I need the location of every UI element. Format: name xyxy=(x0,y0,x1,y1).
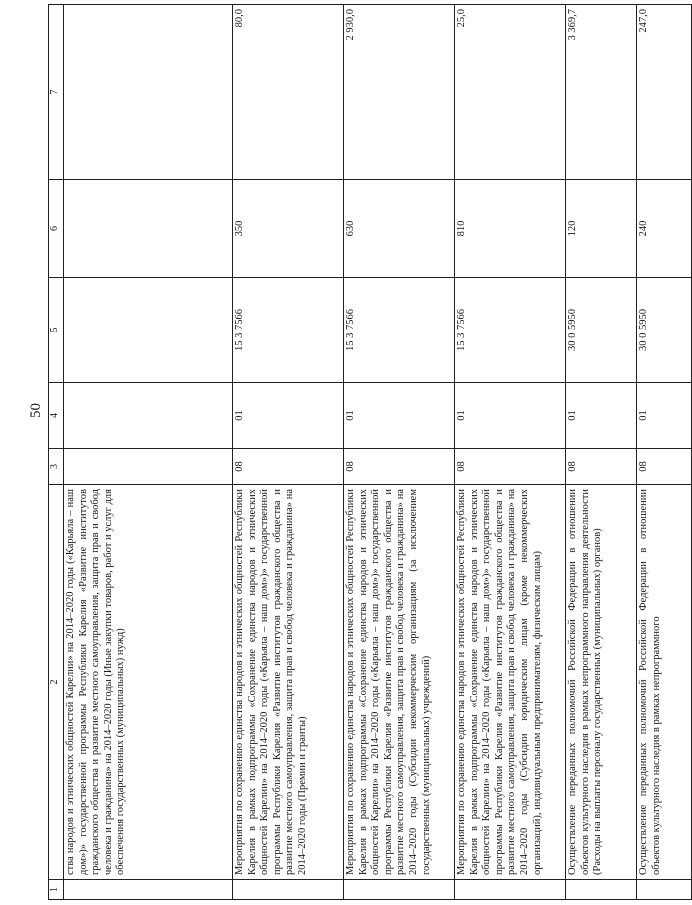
table-row xyxy=(344,5,455,900)
header-col-6: 6 xyxy=(49,180,64,278)
table-row xyxy=(637,5,692,900)
header-col-5: 5 xyxy=(49,278,64,383)
table-header-row xyxy=(49,5,64,900)
description-cell: Мероприятия по сохранению единства народов и этнических общностей Республики Карелия в рамках подпрограммы «Сохранение единства народов и этнических общностей Карелии» на 2014–2020 годы («Карьяла – наш дом»)» государственной программы Республики Карелия «Развитие институтов гражданского общества и развитие местного самоуправления, защита прав и свобод человека и гражданина» на 2014–2020 годы (Субсидии юридическим лицам (кроме некоммерческих организаций), индивидуальным предпринимателям, физическим лицам) xyxy=(455,485,566,880)
target-article-cell: 30 0 5950 xyxy=(637,278,692,383)
expense-type-cell xyxy=(64,180,233,278)
header-col-4: 4 xyxy=(49,383,64,449)
section-code-cell: 08 xyxy=(233,449,344,485)
subsection-code-cell: 01 xyxy=(344,383,455,449)
section-code-cell: 08 xyxy=(566,449,637,485)
header-col-3: 3 xyxy=(49,449,64,485)
expense-type-cell: 120 xyxy=(566,180,637,278)
row-number-cell xyxy=(233,880,344,900)
row-number-cell xyxy=(455,880,566,900)
description-cell: Осуществление переданных полномочий Российской Федерации в отношении объектов культурного наследия в рамках непрограммного xyxy=(637,485,692,880)
row-number-cell xyxy=(566,880,637,900)
header-col-1: 1 xyxy=(49,880,64,900)
subsection-code-cell: 01 xyxy=(233,383,344,449)
subsection-code-cell: 01 xyxy=(637,383,692,449)
description-cell: Мероприятия по сохранению единства народов и этнических общностей Республики Карелия в рамках подпрограммы «Сохранение единства народов и этнических общностей Карелии» на 2014–2020 годы («Карьяла – наш дом»)» государственной программы Республики Карелия «Развитие институтов гражданского общества и развитие местного самоуправления, защита прав и свобод человека и гражданина» на 2014–2020 годы (Субсидии некоммерческим организациям (за исключением государственных (муниципальных) учреждений) xyxy=(344,485,455,880)
table-row xyxy=(566,5,637,900)
expense-type-cell: 810 xyxy=(455,180,566,278)
table-row xyxy=(455,5,566,900)
target-article-cell: 15 3 7566 xyxy=(233,278,344,383)
description-cell: ства народов и этнических общностей Карелии» на 2014–2020 годы («Карьяла – наш дом»)» государственной программы Республики Карелия «Развитие институтов гражданского общества и развитие местного самоуправления, защита прав и свобод человека и гражданина» на 2014–2020 годы (Иные закупки товаров, работ и услуг для обеспечения государственных (муниципальных) нужд) xyxy=(64,485,233,880)
table-row xyxy=(233,5,344,900)
section-code-cell: 08 xyxy=(637,449,692,485)
row-number-cell xyxy=(64,880,233,900)
subsection-code-cell: 01 xyxy=(566,383,637,449)
subsection-code-cell xyxy=(64,383,233,449)
description-cell: Мероприятия по сохранению единства народов и этнических общностей Республики Карелия в рамках подпрограммы «Сохранение единства народов и этнических общностей Карелии» на 2014–2020 годы («Карьяла – наш дом»)» государственной программы Республики Карелия «Развитие институтов гражданского общества и развитие местного самоуправления, защита прав и свобод человека и гражданина» на 2014–2020 годы (Премии и гранты) xyxy=(233,485,344,880)
header-col-7: 7 xyxy=(49,5,64,180)
target-article-cell: 15 3 7566 xyxy=(344,278,455,383)
amount-cell: 247,0 xyxy=(637,5,692,180)
page-number: 50 xyxy=(28,403,44,418)
amount-cell: 3 369,7 xyxy=(566,5,637,180)
rotated-page-content xyxy=(48,5,662,900)
target-article-cell: 15 3 7566 xyxy=(455,278,566,383)
expense-type-cell: 630 xyxy=(344,180,455,278)
table-row xyxy=(64,5,233,900)
section-code-cell: 08 xyxy=(344,449,455,485)
row-number-cell xyxy=(344,880,455,900)
description-cell: Осуществление переданных полномочий Российской Федерации в отношении объектов культурного наследия в рамках непрограммного направления деятельности (Расходы на выплаты персоналу государственных (муниципальных) органов) xyxy=(566,485,637,880)
expense-type-cell: 350 xyxy=(233,180,344,278)
target-article-cell: 30 0 5950 xyxy=(566,278,637,383)
amount-cell: 2 930,0 xyxy=(344,5,455,180)
row-number-cell xyxy=(637,880,692,900)
section-code-cell xyxy=(64,449,233,485)
header-col-2: 2 xyxy=(49,485,64,880)
subsection-code-cell: 01 xyxy=(455,383,566,449)
amount-cell: 25,0 xyxy=(455,5,566,180)
amount-cell xyxy=(64,5,233,180)
expense-type-cell: 240 xyxy=(637,180,692,278)
section-code-cell: 08 xyxy=(455,449,566,485)
amount-cell: 80,0 xyxy=(233,5,344,180)
target-article-cell xyxy=(64,278,233,383)
budget-table xyxy=(48,4,692,900)
